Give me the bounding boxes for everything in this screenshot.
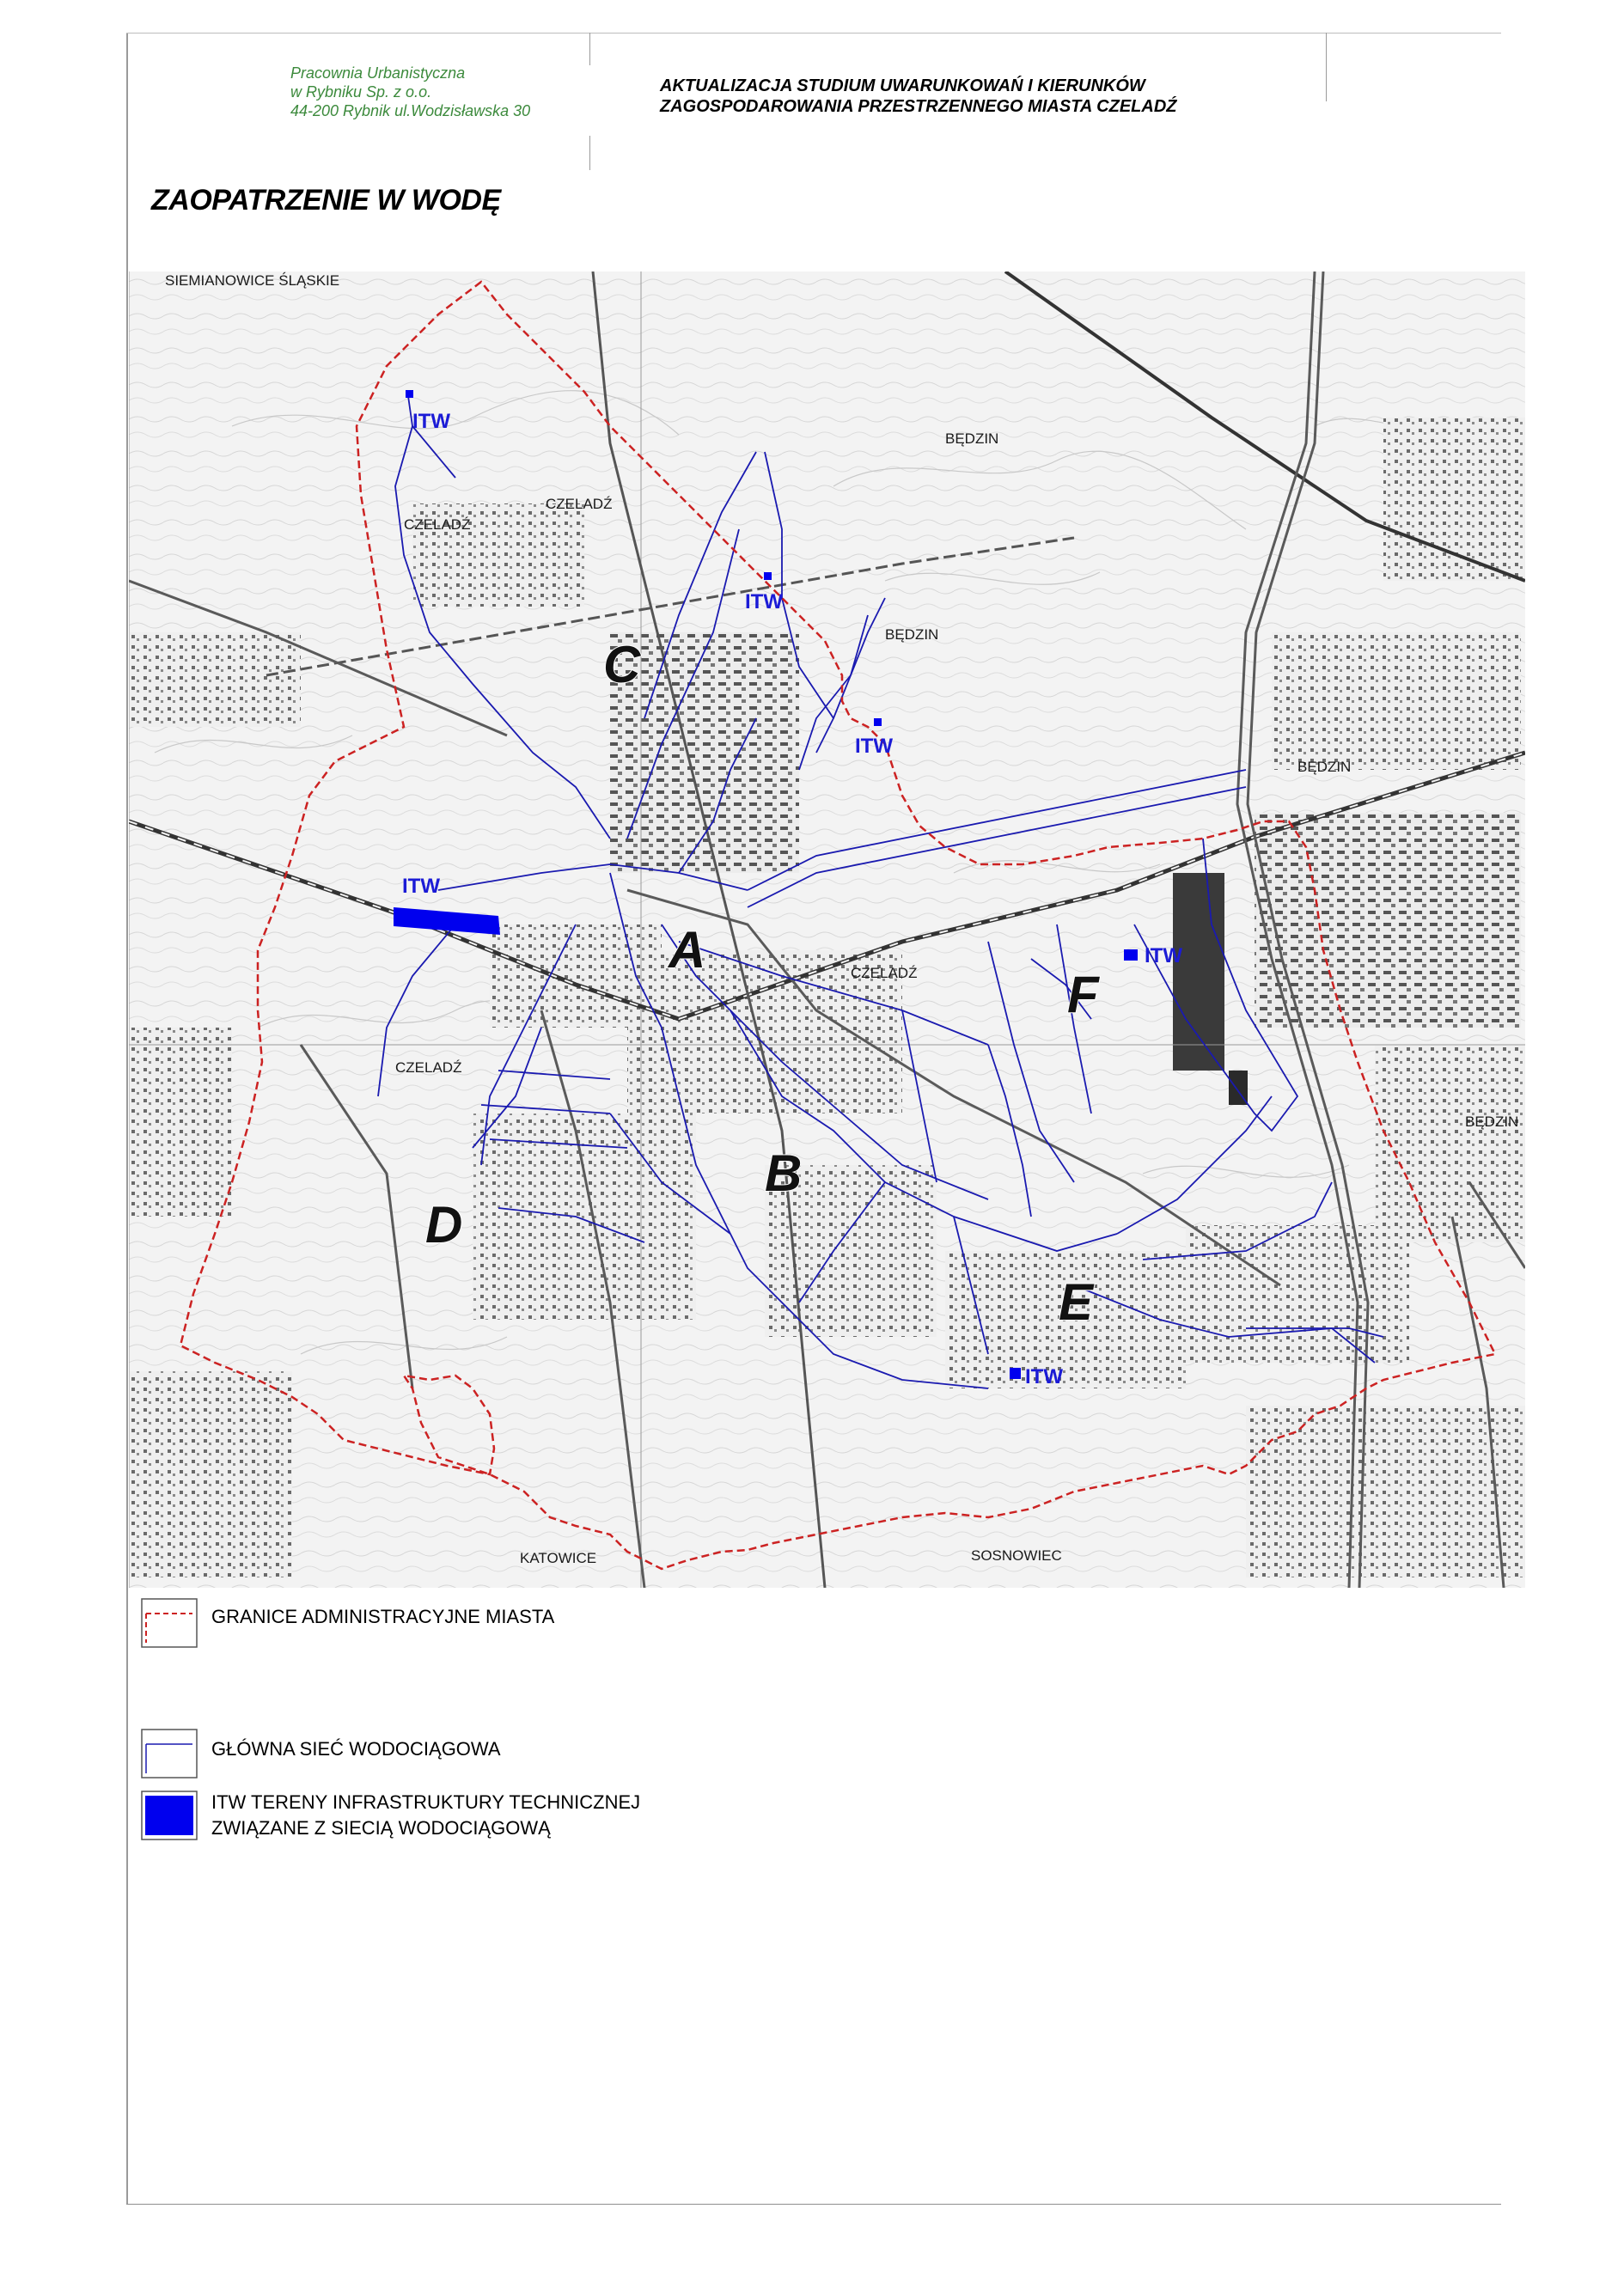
sheet-title: ZAOPATRZENIE W WODĘ (151, 184, 501, 217)
zone-label-e: E (1059, 1273, 1094, 1331)
place-label-czeladz-n: CZELADŹ (546, 496, 613, 512)
zone-label-b: B (765, 1144, 803, 1202)
place-label-katowice: KATOWICE (520, 1550, 597, 1566)
legend-item-itw (141, 1791, 914, 1856)
project-title-line: ZAGOSPODAROWANIA PRZESTRZENNEGO MIASTA CZELADŹ (660, 97, 1177, 116)
legend-item-network (141, 1729, 914, 1780)
itw-area-n (764, 572, 772, 580)
boundary-legend-symbol (141, 1598, 198, 1648)
zone-label-f: F (1067, 966, 1099, 1023)
zone-label-a: A (669, 921, 706, 979)
legend-label-boundary: GRANICE ADMINISTRACYJNE MIASTA (211, 1606, 555, 1627)
itw-label-w: ITW (402, 875, 440, 898)
place-label-bedzin-n: BĘDZIN (945, 430, 999, 447)
legend-item-boundary (141, 1598, 914, 1650)
place-label-siemianowice: SIEMIANOWICE ŚLĄSKIE (165, 272, 340, 289)
place-label-bedzin-e: BĘDZIN (1297, 759, 1352, 775)
sheet-frame-left (126, 33, 128, 2205)
legend-label-network: GŁÓWNA SIEĆ WODOCIĄGOWA (211, 1738, 501, 1760)
sheet-frame-bottom (126, 2204, 1501, 2205)
place-label-bedzin-se: BĘDZIN (1465, 1113, 1519, 1130)
itw-label-ne: ITW (855, 735, 893, 758)
itw-label-nw: ITW (412, 410, 450, 433)
project-title-line: AKTUALIZACJA STUDIUM UWARUNKOWAŃ I KIERUNKÓW (660, 76, 1145, 95)
itw-area-e (1010, 1368, 1021, 1379)
place-label-czeladz-c: CZELADŹ (851, 965, 918, 981)
zone-label-c: C (603, 636, 641, 693)
place-label-czeladz-w: CZELADŹ (395, 1059, 462, 1076)
legend-label-itw-line1: ITW TERENY INFRASTRUKTURY TECHNICZNEJ (211, 1791, 641, 1813)
firm-line: w Rybniku Sp. z o.o. (290, 83, 432, 101)
itw-label-f: ITW (1145, 944, 1182, 967)
place-label-bedzin-mid: BĘDZIN (885, 626, 939, 643)
firm-info (290, 64, 583, 120)
map-legend (141, 1598, 914, 1856)
itw-area-f (1124, 949, 1138, 961)
itw-label-e: ITW (1025, 1365, 1063, 1388)
zone-label-d: D (425, 1196, 463, 1254)
header-divider (1326, 33, 1327, 101)
firm-line: 44-200 Rybnik ul.Wodzisławska 30 (290, 102, 531, 119)
place-label-czeladz-nw: CZELADŹ (404, 516, 471, 533)
legend-label-itw-line2: ZWIĄZANE Z SIECIĄ WODOCIĄGOWĄ (211, 1817, 551, 1839)
itw-area-ne (874, 718, 882, 726)
water-supply-map (129, 271, 1525, 1588)
place-label-sosnowiec: SOSNOWIEC (971, 1547, 1062, 1564)
itw-legend-symbol (141, 1791, 198, 1840)
header-divider (589, 33, 590, 65)
itw-area-nw (406, 390, 413, 398)
project-title (660, 76, 1313, 117)
network-legend-symbol (141, 1729, 198, 1778)
header-divider (589, 136, 590, 170)
itw-label-n: ITW (745, 590, 783, 613)
sheet-frame-top (126, 33, 1501, 34)
firm-line: Pracownia Urbanistyczna (290, 64, 466, 82)
